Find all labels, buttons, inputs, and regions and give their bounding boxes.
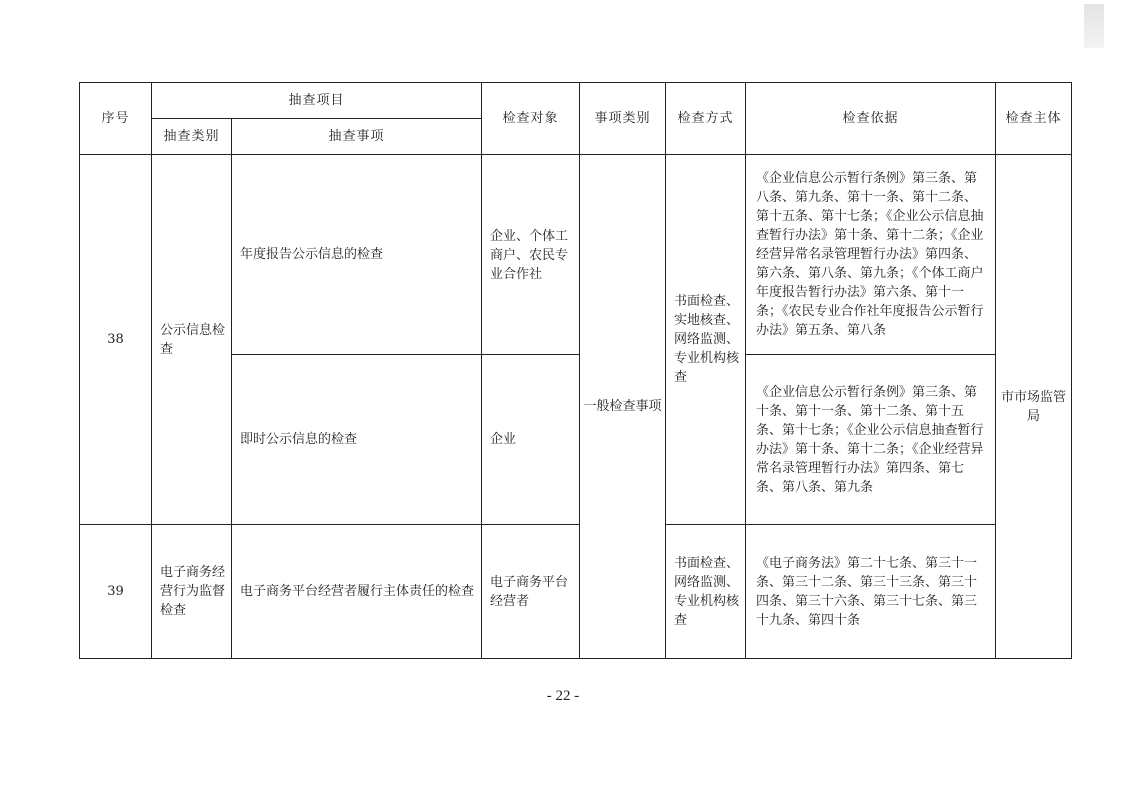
table-row xyxy=(80,525,1072,659)
header-authority: 检查主体 xyxy=(996,83,1072,155)
row38-target-instant: 企业 xyxy=(482,355,580,525)
row38-target-annual: 企业、个体工商户、农民专业合作社 xyxy=(482,155,580,355)
shared-authority: 市市场监管局 xyxy=(996,155,1072,659)
row38-method: 书面检查、实地核查、网络监测、专业机构核查 xyxy=(666,155,746,525)
table-row xyxy=(80,155,1072,355)
row38-basis-instant: 《企业信息公示暂行条例》第三条、第十条、第十一条、第十二条、第十五条、第十七条；《企业公示信息抽查暂行办法》第十条、第十二条；《企业经营异常名录管理暂行办法》第四条、第七条、第八条、第九条 xyxy=(746,355,996,525)
header-method: 检查方式 xyxy=(666,83,746,155)
row39-matter: 电子商务平台经营者履行主体责任的检查 xyxy=(232,525,482,659)
row39-seq: 39 xyxy=(80,525,152,659)
row39-method: 书面检查、网络监测、专业机构核查 xyxy=(666,525,746,659)
shared-type: 一般检查事项 xyxy=(580,155,666,659)
header-category: 抽查类别 xyxy=(152,119,232,155)
row38-basis-annual: 《企业信息公示暂行条例》第三条、第八条、第九条、第十一条、第十二条、第十五条、第十七条；《企业公示信息抽查暂行办法》第十条、第十二条；《企业经营异常名录管理暂行办法》第四条、第六条、第八条、第九条；《个体工商户年度报告暂行办法》第六条、第十一条；《农民专业合作社年度报告公示暂行办法》第五条、第八条 xyxy=(746,155,996,355)
row39-target: 电子商务平台经营者 xyxy=(482,525,580,659)
page-number: - 22 - xyxy=(546,688,580,704)
header-item-group: 抽查项目 xyxy=(152,83,482,119)
header-target: 检查对象 xyxy=(482,83,580,155)
header-matter: 抽查事项 xyxy=(232,119,482,155)
header-type: 事项类别 xyxy=(580,83,666,155)
header-basis: 检查依据 xyxy=(746,83,996,155)
row38-matter-instant: 即时公示信息的检查 xyxy=(232,355,482,525)
row38-category: 公示信息检查 xyxy=(152,155,232,525)
scan-edge-mark xyxy=(1084,4,1104,48)
row38-matter-annual: 年度报告公示信息的检查 xyxy=(232,155,482,355)
row39-basis: 《电子商务法》第二十七条、第三十一条、第三十二条、第三十三条、第三十四条、第三十六条、第三十七条、第三十九条、第四十条 xyxy=(746,525,996,659)
row38-seq: 38 xyxy=(80,155,152,525)
header-seq: 序号 xyxy=(80,83,152,155)
row39-category: 电子商务经营行为监督检查 xyxy=(152,525,232,659)
inspection-table xyxy=(79,82,1072,659)
